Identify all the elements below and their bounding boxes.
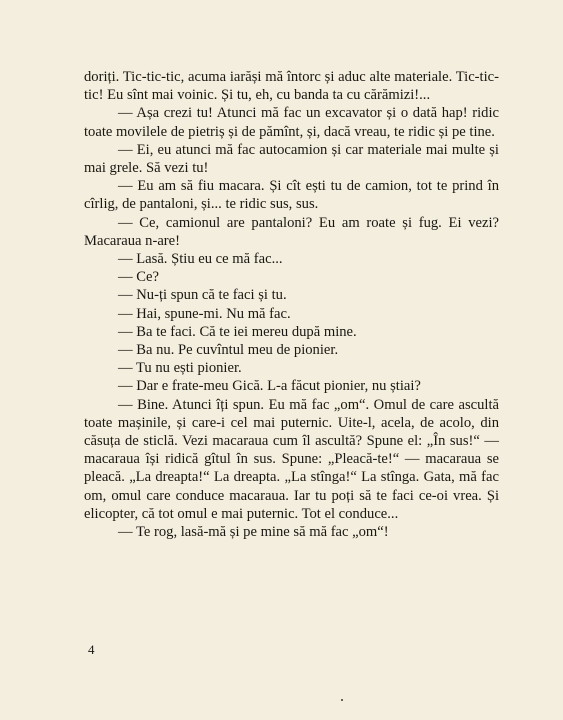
paragraph: doriți. Tic-tic-tic, acuma iarăși mă întorc și aduc alte materiale. Tic-tic-tic! Eu sînt mai voinic. Și tu, eh, cu banda ta cu cărămizi!... [84, 69, 499, 104]
paragraph: — Bine. Atunci îți spun. Eu mă fac „om“. Omul de care ascultă toate mașinile, și care-i cel mai puternic. Uite-l, acela, de acolo, din căsuța de sticlă. Vezi macaraua cum îl ascultă? Spune el: „În sus!“ — macaraua își ridică gîtul în sus. Spune: „Pleacă-te!“ — macaraua se pleacă. „La dreapta!“ La dreapta. „La stînga!“ La stînga. Gata, mă fac om, omul care conduce macaraua. Iar tu poți să te faci ce-oi vrea. Și elicopter, că tot omul e mai puternic. Tot el conduce... [84, 396, 499, 522]
paragraph: — Așa crezi tu! Atunci mă fac un excavator și o dată hap! ridic toate movilele de pietriș și de pămînt, și, dacă vreau, te ridic și pe tine. [84, 105, 499, 140]
paragraph: — Tu nu ești pionier. [118, 360, 242, 377]
body-text [84, 68, 499, 541]
paragraph: — Nu-ți spun că te faci și tu. [118, 287, 287, 304]
paragraph: — Ba nu. Pe cuvîntul meu de pionier. [118, 342, 339, 359]
paragraph: — Ce, camionul are pantaloni? Eu am roate și fug. Ei vezi? Macaraua n-are! [84, 214, 499, 249]
paragraph: — Ba te faci. Că te iei mereu după mine. [118, 323, 357, 340]
paragraph: — Hai, spune-mi. Nu mă fac. [118, 305, 291, 322]
paragraph: — Lasă. Știu eu ce mă fac... [118, 251, 283, 268]
page-number: 4 [88, 642, 95, 657]
paragraph: — Ei, eu atunci mă fac autocamion și car materiale mai multe și mai grele. Să vezi tu! [84, 141, 499, 177]
paragraph: — Dar e frate-meu Gică. L-a făcut pionier, nu știai? [118, 378, 421, 395]
print-speck [341, 699, 343, 701]
paragraph: — Ce? [118, 269, 159, 286]
paragraph: — Te rog, lasă-mă și pe mine să mă fac „om“! [118, 524, 389, 541]
paragraph: — Eu am să fiu macara. Și cît ești tu de camion, tot te prind în cîrlig, de pantaloni, și... te ridic sus, sus. [84, 178, 499, 213]
